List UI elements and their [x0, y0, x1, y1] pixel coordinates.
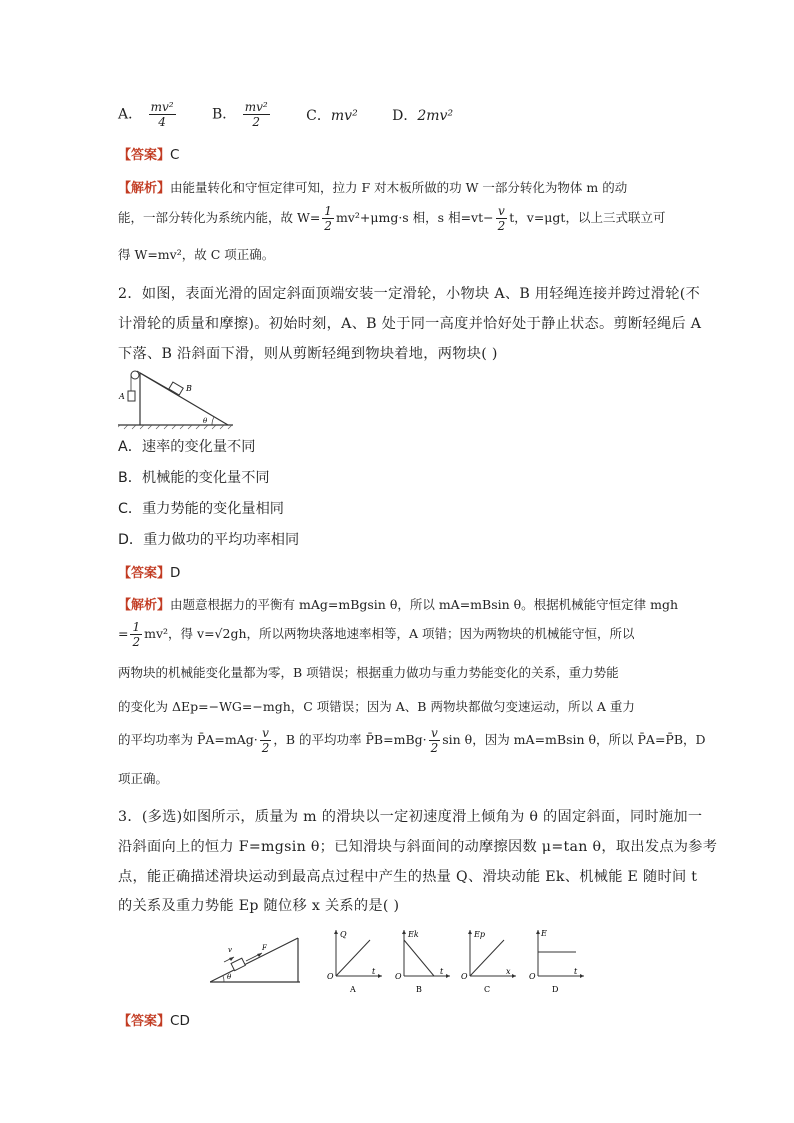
option-b	[212, 100, 272, 129]
answer-value: C	[170, 147, 180, 163]
graph-d	[528, 926, 588, 998]
x-axis-label: x	[506, 967, 511, 976]
analysis-text: 得 W=mv²，故 C 项正确。	[118, 247, 275, 262]
q3-stem-line-2	[118, 836, 717, 856]
graph-line	[404, 940, 434, 976]
option-d-value: 2mv²	[417, 107, 454, 124]
y-axis-label: E	[541, 929, 547, 938]
velocity-arrowhead-icon	[229, 957, 234, 961]
fraction-denominator: 2	[324, 219, 332, 233]
fraction-denominator: 2	[261, 741, 270, 755]
y-axis-arrow-icon	[536, 930, 540, 934]
fraction-numerator: v	[260, 726, 272, 741]
label-v: v	[228, 946, 232, 954]
graph-caption: A	[350, 985, 356, 994]
option-c-value: mv²	[330, 107, 358, 124]
option-d-label: D．	[392, 107, 418, 124]
fraction-numerator: 1	[132, 620, 141, 634]
pulley-icon	[131, 371, 139, 379]
y-axis-label: Ek	[408, 930, 419, 939]
block-b	[169, 382, 183, 395]
x-axis-label: t	[372, 967, 376, 976]
analysis-text: =	[118, 626, 129, 641]
x-axis-arrow-icon	[580, 974, 584, 978]
fraction-denominator: 2	[430, 741, 439, 755]
incline-slope	[210, 938, 298, 982]
question-text: 3．(多选)如图所示，质量为 m 的滑块以一定初速度滑上倾角为 θ 的固定斜面，同时施加一	[118, 809, 703, 825]
x-axis-label: t	[440, 967, 444, 976]
q2-choice-a	[118, 436, 255, 456]
option-c-label: C．	[306, 107, 331, 124]
answer-value: D	[170, 565, 181, 581]
fraction	[260, 726, 272, 755]
choice-text: C．重力势能的变化量相同	[118, 501, 284, 517]
answer-tag: 【答案】	[118, 1014, 171, 1029]
q2-choice-d	[118, 529, 299, 549]
ground-hatch	[118, 425, 232, 429]
analysis-text: ，B 的平均功率 P̄B=mBg·	[273, 732, 427, 747]
question-text: 点，能正确描述滑块运动到最高点过程中产生的热量 Q、滑块动能 Ek、机械能 E 随时间 t	[118, 869, 698, 885]
option-a-fraction	[149, 100, 176, 129]
graph-caption: C	[484, 985, 491, 994]
q2-stem-line-3	[118, 343, 498, 363]
analysis-text: 项正确。	[118, 771, 169, 786]
q2-stem-line-1	[118, 283, 700, 303]
option-c	[306, 105, 358, 125]
q1-analysis-line-3	[118, 245, 274, 263]
analysis-text: mv²，得 v=√2gh，所以两物块落地速率相等，A 项错；因为两物块的机械能守恒，所以	[144, 626, 635, 641]
answer-value: CD	[170, 1013, 190, 1029]
angle-arc	[212, 417, 214, 425]
analysis-text: 两物块的机械能变化量都为零，B 项错误；根据重力做功与重力势能变化的关系，重力势能	[118, 665, 619, 680]
origin-label: O	[461, 972, 468, 981]
q3-stem-line-4	[118, 895, 399, 915]
q3-answer	[118, 1010, 190, 1029]
analysis-text: t，v=μgt，以上三式联立可	[509, 210, 666, 225]
label-theta: θ	[203, 417, 208, 425]
analysis-text: 由题意根据力的平衡有 mAg=mBgsin θ，所以 mA=mBsin θ。根据机械能守恒定律 mgh	[170, 597, 679, 612]
q1-analysis-line-2	[118, 204, 665, 233]
label-b: B	[186, 384, 192, 393]
q2-analysis-line-5	[118, 726, 706, 755]
answer-tag: 【答案】	[118, 148, 171, 163]
x-axis-arrow-icon	[446, 974, 450, 978]
q2-stem-line-2	[118, 313, 701, 333]
analysis-text: 能，一部分转化为系统内能，故 W=	[118, 210, 321, 225]
origin-label: O	[327, 972, 334, 981]
fraction	[496, 204, 508, 233]
fraction-numerator: v	[496, 204, 508, 219]
y-axis-label: Ep	[474, 930, 485, 939]
q2-analysis-line-6	[118, 769, 168, 787]
analysis-tag: 【解析】	[118, 598, 171, 613]
pulley-incline-figure	[118, 369, 238, 431]
fraction-denominator: 2	[497, 219, 506, 233]
origin-label: O	[395, 972, 402, 981]
q2-analysis-line-2	[118, 620, 635, 649]
answer-tag: 【答案】	[118, 566, 171, 581]
graph-a	[326, 926, 386, 998]
question-text: 2．如图，表面光滑的固定斜面顶端安装一定滑轮，小物块 A、B 用轻绳连接并跨过滑轮(不	[118, 286, 701, 302]
graph-line	[470, 940, 504, 976]
q1-answer	[118, 144, 179, 163]
y-axis-arrow-icon	[334, 930, 338, 934]
incline-force-figure	[210, 934, 302, 986]
angle-arc	[223, 976, 224, 982]
q3-stem-line-1	[118, 806, 702, 826]
q1-analysis-line-1	[118, 177, 627, 196]
analysis-text: 的平均功率为 P̄A=mAg·	[118, 732, 258, 747]
option-a	[118, 100, 178, 129]
analysis-tag: 【解析】	[118, 181, 171, 196]
fraction-denominator: 4	[158, 115, 166, 129]
question-text: 的关系及重力势能 Ep 随位移 x 关系的是( )	[118, 898, 400, 914]
incline-slope	[140, 373, 228, 425]
y-axis-label: Q	[340, 930, 347, 939]
analysis-text: 的变化为 ΔEp=−WG=−mgh，C 项错误；因为 A、B 两物块都做匀变速运动，所以 A 重力	[118, 699, 635, 714]
fraction	[130, 620, 142, 649]
choice-text: D．重力做功的平均功率相同	[118, 532, 300, 548]
question-text: 沿斜面向上的恒力 F=mgsin θ；已知滑块与斜面间的动摩擦因数 μ=tan θ，取出发点为参考	[118, 839, 718, 855]
question-text: 下落、B 沿斜面下滑，则从剪断轻绳到物块着地，两物块( )	[118, 346, 498, 362]
q2-choice-c	[118, 498, 284, 518]
fraction	[322, 204, 334, 233]
q2-analysis-line-3	[118, 663, 619, 681]
label-theta: θ	[227, 973, 232, 981]
option-d	[392, 105, 453, 125]
q2-analysis-line-4	[118, 697, 635, 715]
fraction-denominator: 2	[252, 115, 261, 129]
fraction-numerator: mv²	[244, 100, 268, 114]
analysis-text: sin θ，因为 mA=mBsin θ，所以 P̄A=P̄B，D	[442, 732, 706, 747]
q2-answer	[118, 562, 180, 581]
q2-choice-b	[118, 467, 270, 487]
fraction	[429, 726, 441, 755]
option-b-fraction	[243, 100, 270, 129]
fraction-numerator: mv²	[150, 100, 174, 114]
question-text: 计滑轮的质量和摩擦)。初始时刻，A、B 处于同一高度并恰好处于静止状态。剪断轻绳后 A	[118, 316, 702, 332]
graph-caption: D	[552, 985, 559, 994]
label-a: A	[119, 392, 125, 401]
graph-line	[336, 940, 370, 976]
x-axis-arrow-icon	[378, 974, 382, 978]
y-axis-arrow-icon	[468, 930, 472, 934]
slider-block	[231, 958, 245, 971]
q1-options	[118, 100, 483, 129]
option-b-label: B．	[212, 106, 237, 123]
rope-slope	[137, 371, 172, 391]
choice-text: A．速率的变化量不同	[118, 439, 256, 455]
graph-caption: B	[416, 985, 422, 994]
block-a	[128, 391, 135, 401]
label-f: F	[262, 944, 267, 952]
analysis-text: 由能量转化和守恒定律可知，拉力 F 对木板所做的功 W 一部分转化为物体 m 的动	[170, 180, 628, 195]
fraction-numerator: 1	[324, 204, 332, 218]
y-axis-arrow-icon	[402, 930, 406, 934]
fraction-denominator: 2	[132, 635, 141, 649]
option-a-label: A．	[118, 106, 143, 123]
q3-stem-line-3	[118, 866, 697, 886]
graph-c	[460, 926, 520, 998]
choice-text: B．机械能的变化量不同	[118, 470, 270, 486]
x-axis-label: t	[574, 967, 578, 976]
q2-analysis-line-1	[118, 594, 678, 613]
x-axis-arrow-icon	[512, 974, 516, 978]
fraction-numerator: v	[429, 726, 441, 741]
graph-b	[394, 926, 454, 998]
origin-label: O	[529, 972, 536, 981]
analysis-text: mv²+μmg·s 相，s 相=vt−	[335, 210, 494, 225]
